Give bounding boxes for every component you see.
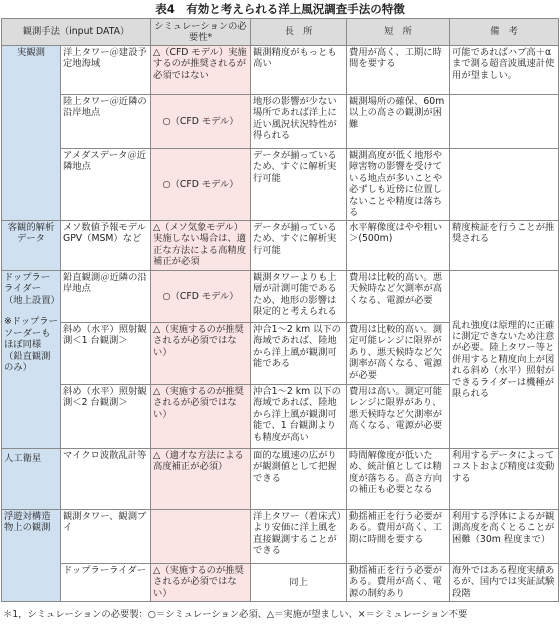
notes-cell: 海外ではある程度実績あるが、国内では実証試験段階 (450, 564, 559, 602)
notes-cell (450, 95, 559, 149)
pros-cell: 面的な風速の広がりが観測値として把握できる (251, 449, 347, 510)
header-pros: 長 所 (251, 19, 347, 46)
category-satellite: 人工衛星 (2, 449, 61, 510)
pros-cell: 観測タワーよりも上層が計測可能であるため、地形の影響は限定的と考えられる (251, 271, 347, 323)
table-row (2, 271, 559, 323)
cons-cell: 費用は比較的高い。測定可能レンジに限界があり、悪天候時など欠測率が高くなる、電源が必要 (347, 323, 450, 385)
category-doppler-note: ※ドップラーソーダーもほぼ同様（鉛直観測のみ） (4, 316, 58, 373)
table-title: 表4 有効と考えられる洋上風況調査手法の特徴 (155, 2, 405, 16)
table-row (2, 510, 559, 564)
cons-cell: 費用は高い。測定可能レンジに限界があり、悪天候時など欠測率が高くなる、電源が必要 (347, 385, 450, 449)
survey-methods-table (1, 18, 559, 602)
table-row (2, 95, 559, 149)
notes-cell (450, 149, 559, 221)
cons-cell: 費用が高く、工期に時間を要する (347, 46, 450, 95)
sim-cell: △（実施するのが推奨されるが必須ではない） (151, 385, 251, 449)
header-sim: シミュレーションの必要性* (151, 19, 251, 46)
notes-cell: 精度検証を行うことが推奨される (450, 221, 559, 271)
header-row (2, 19, 559, 46)
category-doppler-label: ドップラーライダー（地上設置） (4, 272, 60, 306)
pros-cell: 沖合1～2 km 以下の海域であれば、陸地から洋上風が観測可能である (251, 323, 347, 385)
cons-cell: 費用は比較的高い。悪天候時など欠測率が高くなる、電源が必要 (347, 271, 450, 323)
header-notes: 備 考 (450, 19, 559, 46)
pros-cell: データが揃っているため、すぐに解析実行可能 (251, 221, 347, 271)
method-cell: マイクロ波散乱計等 (61, 449, 151, 510)
sim-cell: ○（CFD モデル） (151, 95, 251, 149)
sim-cell: ○（CFD モデル） (151, 149, 251, 221)
notes-cell: 利用するデータによってコストおよび精度は変動する (450, 449, 559, 510)
cons-cell: 動揺補正を行う必要がある。費用が高く、工期に時間を要する (347, 510, 450, 564)
sim-cell: △（実施するのが推奨されるが必須ではない） (151, 564, 251, 602)
pros-cell: 地形の影響が少ない場所であれば洋上に近い風況状況特性が得られる (251, 95, 347, 149)
method-cell: 鉛直観測＠近隣の沿岸地点 (61, 271, 151, 323)
sim-cell: △（適才な方法による高度補正が必須） (151, 449, 251, 510)
sim-cell (151, 510, 251, 564)
method-cell: ドップラーライダー (61, 564, 151, 602)
notes-cell: 利用する浮体によるが観測高度を高くとることが困難（30m 程度まで） (450, 510, 559, 564)
pros-cell: 沖合1～2 km 以下の海域であれば、陸地から洋上風が観測可能で、1 台観測よりも精度が高い (251, 385, 347, 449)
method-cell: 斜め（水平）照射観測＜2 台観測＞ (61, 385, 151, 449)
method-cell: メソ数値予報モデルGPV（MSM）など (61, 221, 151, 271)
header-cons: 短 所 (347, 19, 450, 46)
footnote: ＊1，シミュレーションの必要製：○＝シミュレーション必須、△＝実施が望ましい、×＝シミュレーション不要 (3, 609, 468, 620)
method-cell: 陸上タワー＠近隣の沿岸地点 (61, 95, 151, 149)
cons-cell: 水平解像度はやや粗い＞(500m) (347, 221, 450, 271)
cons-cell: 時間解像度が低いため、統計値としては精度が落ちる。高さ方向の補正も必要となる (347, 449, 450, 510)
method-cell: 洋上タワー＠建設予定地海域 (61, 46, 151, 95)
pros-cell: データが揃っているため、すぐに解析実行可能 (251, 149, 347, 221)
sim-cell: △（メソ気象モデル）実施しない場合は、適正な方法による高精度補正が必須 (151, 221, 251, 271)
table-row (2, 221, 559, 271)
pros-cell: 観測精度がもっとも高い (251, 46, 347, 95)
cons-cell: 観測場所の確保、60m 以上の高さの観測が困難 (347, 95, 450, 149)
method-cell: 斜め（水平）照射観測＜1 台観測＞ (61, 323, 151, 385)
pros-cell: 洋上タワー（着床式）より安価に洋上風を直接観測することができる (251, 510, 347, 564)
sim-cell: △（実施するのが推奨されるが必須ではない） (151, 323, 251, 385)
category-actual: 実観測 (2, 46, 61, 221)
pros-cell: 同上 (251, 564, 347, 602)
table-row (2, 46, 559, 95)
sim-cell: ○（CFD モデル） (151, 271, 251, 323)
notes-cell: 可能であればハブ高＋αまで測る超音波風速計使用が望ましい。 (450, 46, 559, 95)
method-cell: 観測タワー、観測ブイ (61, 510, 151, 564)
category-floating: 浮遊対構造物上の観測 (2, 510, 61, 602)
category-doppler-lidar (2, 271, 61, 449)
sim-cell: △（CFD モデル）実施するのが推奨されるが必須ではない (151, 46, 251, 95)
table-row (2, 564, 559, 602)
cons-cell: 観測高度が低く地形や障害物の影響を受けている地点が多いことや必ずしも近傍に位置しないことや精度は落ちる (347, 149, 450, 221)
table-row (2, 449, 559, 510)
cons-cell: 動揺補正を行う必要がある。費用が高く、電源の制約あり (347, 564, 450, 602)
notes-cell: 乱れ強度は原理的に正確に測定できないため注意が必要。陸上タワー等と併用すると精度向上が図れる斜め（水平）照射ができるライダーは機種が限られる (450, 271, 559, 449)
header-method: 観測手法（input DATA） (2, 19, 151, 46)
method-cell: アメダスデータ＠近隣地点 (61, 149, 151, 221)
table-row (2, 149, 559, 221)
category-objective: 客観的解析データ (2, 221, 61, 271)
